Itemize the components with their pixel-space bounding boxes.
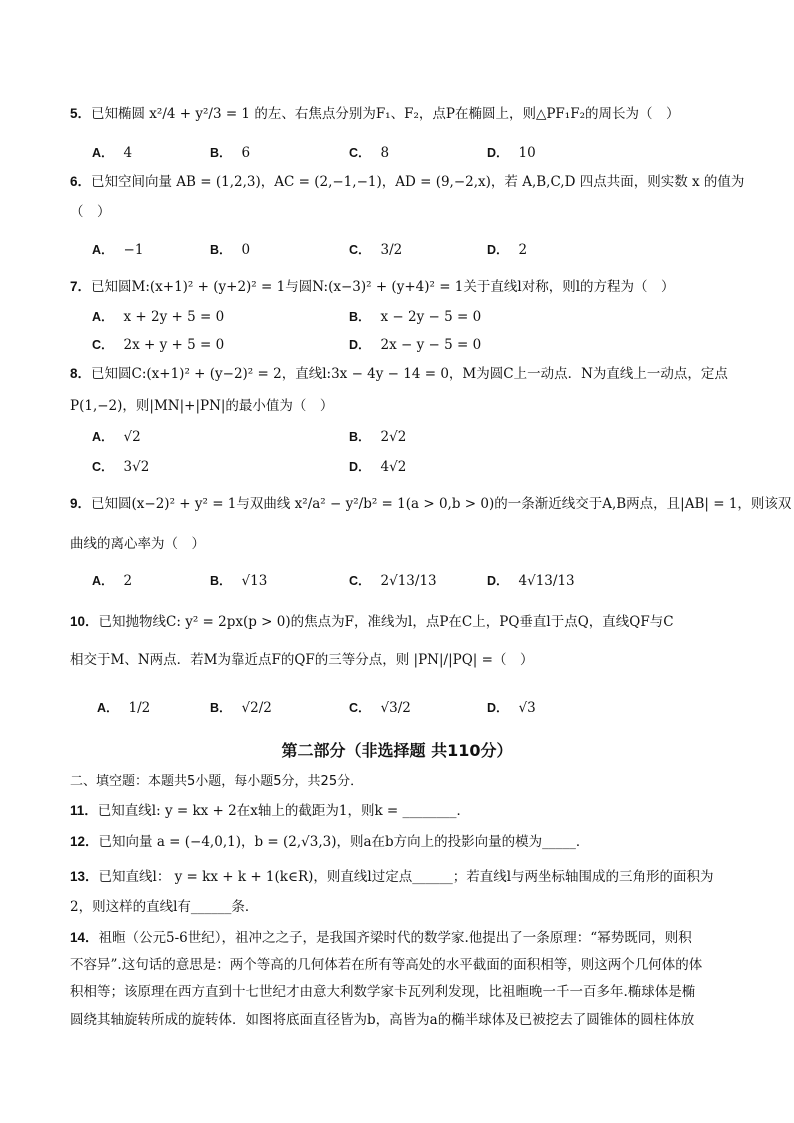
question-text: 已知圆C:(x+1)² + (y−2)² = 2，直线l:3x − 4y − 14 = 0，M为圆C上一动点．N为直线上一动点，定点 (91, 366, 728, 382)
question-text: 祖暅（公元5-6世纪），祖冲之之子，是我国齐梁时代的数学家.他提出了一条原理：“幂势既同，则积 (98, 930, 692, 946)
section-subtitle: 二、填空题：本题共5小题，每小题5分，共25分． (70, 774, 364, 789)
option-c[interactable] (92, 456, 149, 478)
question-text: 已知直线l: y = kx + 2在x轴上的截距为1，则k = ________． (97, 803, 471, 819)
option-label: C． (349, 243, 371, 257)
option-label: A． (92, 146, 114, 160)
option-label: D． (487, 701, 509, 715)
question-text: 已知椭圆 x²/4 + y²/3 = 1 的左、右焦点分别为F₁、F₂，点P在椭圆上，则△PF₁F₂的周长为（ ） (91, 106, 680, 122)
question-11 (70, 801, 794, 821)
option-b[interactable] (210, 142, 250, 164)
question-10-line2 (70, 650, 794, 670)
option-label: B． (210, 574, 232, 588)
option-value: 4√2 (380, 459, 407, 475)
question-14 (70, 928, 794, 948)
question-text: P(1,−2)，则|MN|+|PN|的最小值为（ ） (70, 398, 334, 414)
question-number: 14． (70, 930, 99, 945)
option-value: 3/2 (380, 242, 403, 258)
question-8 (70, 364, 794, 384)
option-label: D． (349, 338, 371, 352)
option-b[interactable] (349, 426, 406, 448)
option-a[interactable] (92, 142, 132, 164)
option-b[interactable] (210, 697, 272, 719)
question-text: 已知空间向量 AB = (1,2,3)，AC = (2,−1,−1)，AD = (9,−2,x)，若 A,B,C,D 四点共面，则实数 x 的值为 (91, 174, 745, 190)
option-label: B． (210, 146, 232, 160)
question-text: 已知直线l： y = kx + k + 1(k∈R)，则直线l过定点______；若直线l与两坐标轴围成的三角形的面积为 (98, 869, 714, 885)
option-label: A． (97, 701, 119, 715)
section-title: 第二部分（非选择题 共110分） (281, 741, 513, 760)
option-value: √2/2 (241, 700, 272, 716)
question-5 (70, 104, 794, 124)
option-label: B． (349, 310, 371, 324)
question-number: 11． (70, 803, 98, 818)
option-d[interactable] (487, 142, 536, 164)
option-b[interactable] (210, 239, 250, 261)
question-number: 12． (70, 834, 99, 849)
option-value: √13 (241, 573, 268, 589)
option-value: x + 2y + 5 = 0 (123, 309, 225, 325)
question-6-line2 (70, 202, 794, 222)
question-text: 曲线的离心率为（ ） (70, 536, 205, 552)
option-d[interactable] (349, 456, 406, 478)
question-text: 已知圆M:(x+1)² + (y+2)² = 1与圆N:(x−3)² + (y+4)² = 1关于直线l对称，则l的方程为（ ） (91, 279, 675, 295)
option-value: √3 (518, 700, 536, 716)
option-value: 8 (380, 145, 390, 161)
question-10 (70, 612, 794, 632)
option-label: C． (349, 574, 371, 588)
question-text: 不容异”.这句话的意思是：两个等高的几何体若在所有等高处的水平截面的面积相等，则这两个几何体的体 (70, 957, 703, 973)
option-value: 6 (241, 145, 251, 161)
option-value: 2x + y + 5 = 0 (123, 337, 225, 353)
question-13-line2 (70, 897, 794, 917)
question-text: 已知向量 a = (−4,0,1)，b = (2,√3,3)，则a在b方向上的投影向量的模为_____． (98, 834, 590, 850)
option-label: D． (487, 146, 509, 160)
question-text: 已知抛物线C: y² = 2px(p > 0)的焦点为F，准线为l，点P在C上，PQ垂直l于点Q，直线QF与C (98, 614, 674, 630)
option-value: 2 (518, 242, 528, 258)
option-label: A． (92, 430, 114, 444)
option-value: 4√13/13 (518, 573, 575, 589)
option-value: 2 (123, 573, 133, 589)
option-value: 1/2 (128, 700, 151, 716)
option-c[interactable] (349, 142, 389, 164)
question-12 (70, 832, 794, 852)
question-8-options-ab (0, 426, 794, 448)
option-d[interactable] (349, 334, 481, 356)
option-label: C． (92, 338, 114, 352)
option-c[interactable] (349, 570, 437, 592)
question-text: 积相等；该原理在西方直到十七世纪才由意大利数学家卡瓦列利发现，比祖暅晚一千一百多年.椭球体是椭 (70, 984, 696, 1000)
question-7-options-cd (0, 334, 794, 356)
option-value: 2√2 (380, 429, 407, 445)
option-value: 2√13/13 (380, 573, 437, 589)
option-value: 2x − y − 5 = 0 (380, 337, 482, 353)
question-9-options (0, 570, 794, 592)
option-label: D． (487, 574, 509, 588)
option-label: B． (210, 243, 232, 257)
question-8-options-cd (0, 456, 794, 478)
option-c[interactable] (92, 334, 224, 356)
option-d[interactable] (487, 697, 536, 719)
option-value: 10 (518, 145, 536, 161)
option-a[interactable] (92, 426, 141, 448)
option-a[interactable] (92, 570, 132, 592)
option-value: 0 (241, 242, 251, 258)
question-8-line2 (70, 396, 794, 416)
option-d[interactable] (487, 239, 527, 261)
option-c[interactable] (349, 697, 411, 719)
question-number: 5． (70, 106, 92, 121)
option-a[interactable] (97, 697, 150, 719)
question-number: 9． (70, 496, 92, 511)
question-number: 10． (70, 614, 99, 629)
question-number: 7． (70, 279, 92, 294)
option-value: x − 2y − 5 = 0 (380, 309, 482, 325)
option-b[interactable] (349, 306, 481, 328)
option-a[interactable] (92, 239, 143, 261)
question-10-options (0, 697, 794, 719)
option-label: D． (487, 243, 509, 257)
option-value: 3√2 (123, 459, 150, 475)
question-6-options (0, 239, 794, 261)
question-text: 已知圆(x−2)² + y² = 1与双曲线 x²/a² − y²/b² = 1(a > 0,b > 0)的一条渐近线交于A,B两点，且|AB| = 1，则该双 (91, 496, 792, 512)
question-text: 相交于M、N两点．若M为靠近点F的QF的三等分点，则 |PN|/|PQ| =（ ） (70, 652, 534, 668)
question-7-options-ab (0, 306, 794, 328)
option-label: D． (349, 460, 371, 474)
option-label: B． (210, 701, 232, 715)
option-label: C． (349, 146, 371, 160)
option-value: √3/2 (380, 700, 411, 716)
option-label: C． (92, 460, 114, 474)
option-label: A． (92, 574, 114, 588)
question-14-line2 (70, 955, 794, 975)
question-number: 6． (70, 174, 92, 189)
question-13 (70, 867, 794, 887)
option-b[interactable] (210, 570, 267, 592)
question-text: 2，则这样的直线l有______条． (70, 899, 259, 915)
option-value: √2 (123, 429, 141, 445)
option-label: B． (349, 430, 371, 444)
question-9-line2 (70, 534, 794, 554)
question-14-line4 (70, 1010, 794, 1030)
question-number: 13． (70, 869, 99, 884)
option-label: A． (92, 243, 114, 257)
option-value: 4 (123, 145, 133, 161)
option-value: −1 (123, 242, 144, 258)
question-6 (70, 172, 794, 192)
option-d[interactable] (487, 570, 575, 592)
question-text: （ ） (70, 204, 111, 220)
option-a[interactable] (92, 306, 224, 328)
question-7 (70, 277, 794, 297)
question-number: 8． (70, 366, 92, 381)
question-5-options (0, 142, 794, 164)
question-14-line3 (70, 982, 794, 1002)
option-c[interactable] (349, 239, 402, 261)
option-label: A． (92, 310, 114, 324)
question-9 (70, 494, 794, 514)
option-label: C． (349, 701, 371, 715)
question-text: 圆绕其轴旋转所成的旋转体．如图将底面直径皆为b，高皆为a的椭半球体及已被挖去了圆锥体的圆柱体放 (70, 1012, 695, 1028)
